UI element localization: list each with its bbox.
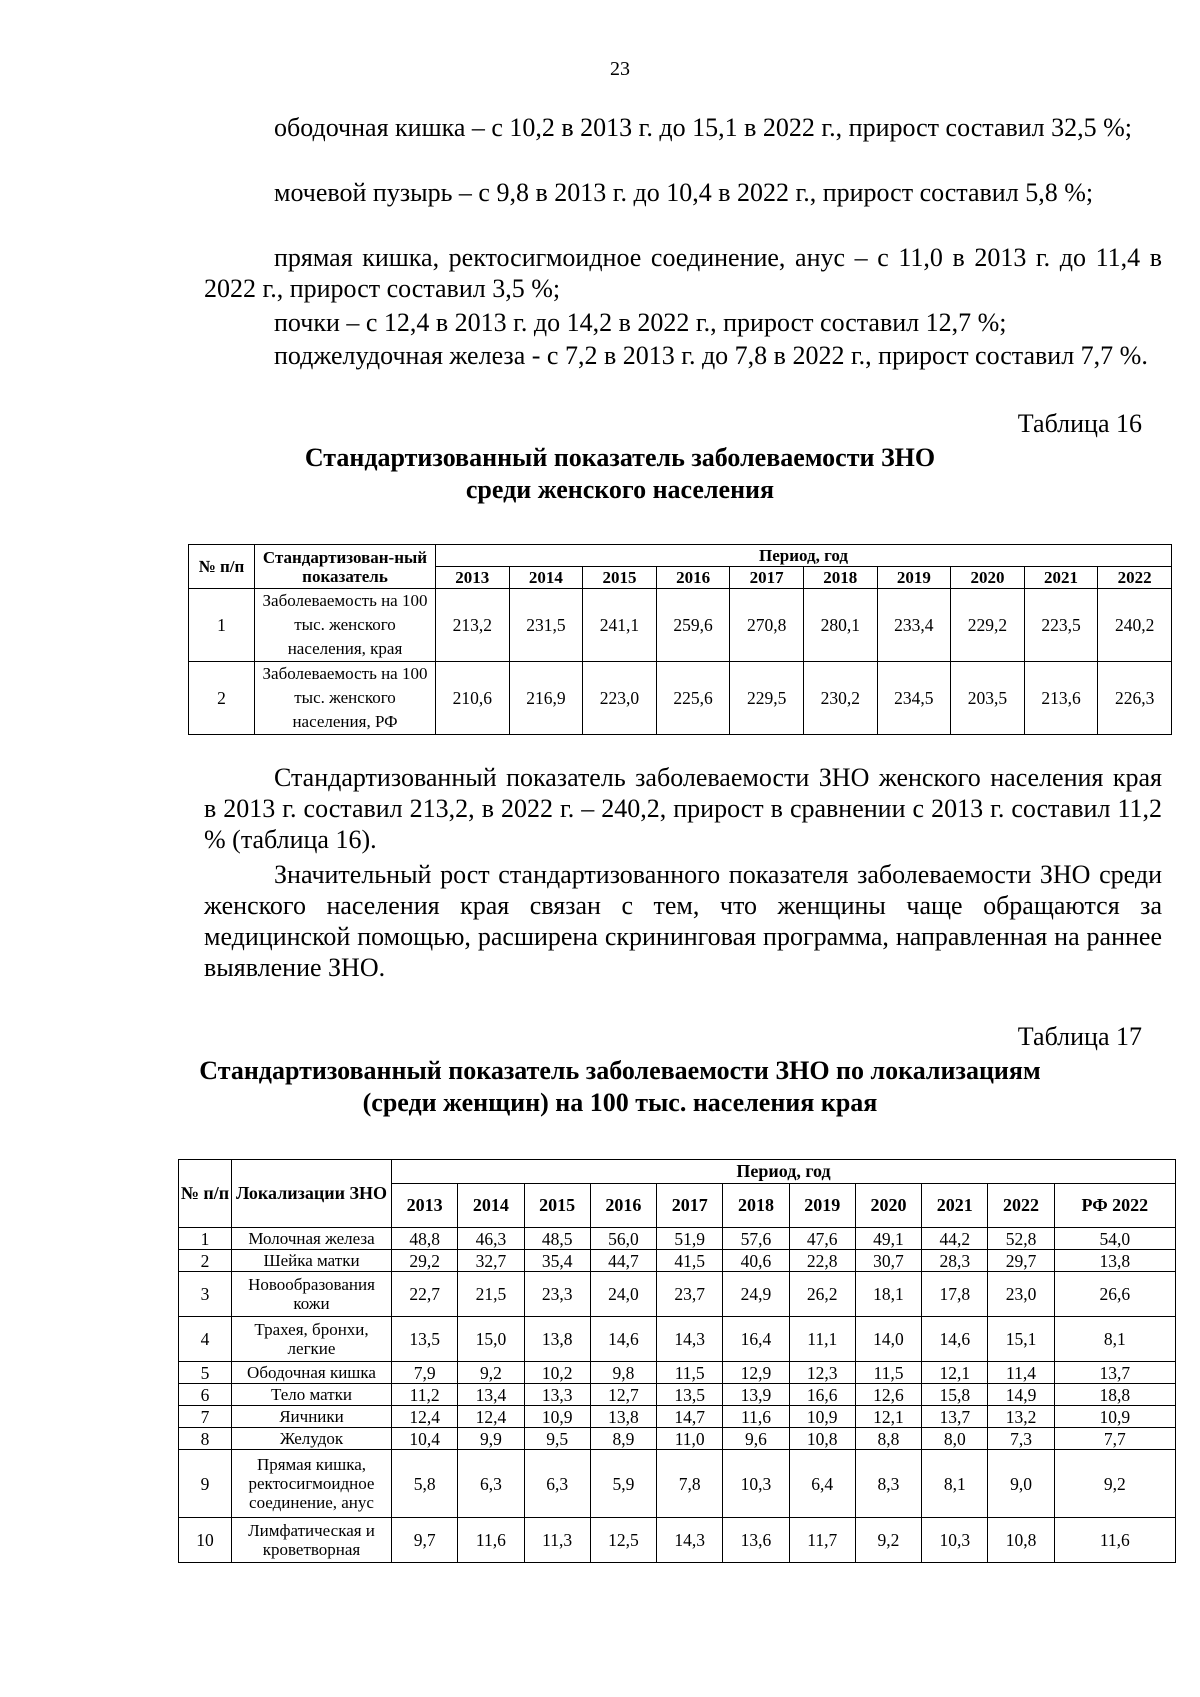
cell-value: 8,0 bbox=[922, 1428, 988, 1450]
cell-value: 11,6 bbox=[458, 1518, 524, 1563]
table16-year: 2014 bbox=[509, 567, 583, 589]
cell-value: 13,7 bbox=[1054, 1362, 1175, 1384]
cell-value: 46,3 bbox=[458, 1228, 524, 1250]
cell-value: 12,1 bbox=[922, 1362, 988, 1384]
table16-year: 2017 bbox=[730, 567, 804, 589]
cell-value: 18,1 bbox=[855, 1272, 921, 1317]
cell-value: 51,9 bbox=[657, 1228, 723, 1250]
table16-label: Таблица 16 bbox=[1017, 409, 1142, 438]
cell-value: 22,7 bbox=[392, 1272, 458, 1317]
table-row bbox=[179, 1384, 1176, 1406]
cell-value: 49,1 bbox=[855, 1228, 921, 1250]
row-number: 10 bbox=[179, 1518, 232, 1563]
cell-value: 270,8 bbox=[730, 589, 804, 662]
row-number: 3 bbox=[179, 1272, 232, 1317]
cell-value: 14,9 bbox=[988, 1384, 1054, 1406]
row-localization: Трахея, бронхи, легкие bbox=[232, 1317, 392, 1362]
cell-value: 14,7 bbox=[657, 1406, 723, 1428]
cell-value: 213,2 bbox=[436, 589, 510, 662]
cell-value: 52,8 bbox=[988, 1228, 1054, 1250]
cell-value: 21,5 bbox=[458, 1272, 524, 1317]
cell-value: 10,3 bbox=[723, 1450, 789, 1518]
cell-value: 24,0 bbox=[590, 1272, 656, 1317]
cell-value: 13,9 bbox=[723, 1384, 789, 1406]
table16 bbox=[188, 544, 1172, 735]
paragraph-explanation: Значительный рост стандартизованного показателя заболеваемости ЗНО среди женского населения края связан с тем, что женщины чаще обращаются за медицинской помощью, расширена скрининговая программа, направленная на раннее выявление ЗНО. bbox=[204, 860, 1162, 982]
cell-value: 7,3 bbox=[988, 1428, 1054, 1450]
cell-value: 8,1 bbox=[1054, 1317, 1175, 1362]
row-localization: Лимфатическая и кроветворная bbox=[232, 1518, 392, 1563]
cell-value: 30,7 bbox=[855, 1250, 921, 1272]
row-number: 1 bbox=[179, 1228, 232, 1250]
table17-year: 2019 bbox=[789, 1184, 855, 1228]
table-row bbox=[179, 1272, 1176, 1317]
row-number: 2 bbox=[189, 662, 255, 735]
cell-value: 28,3 bbox=[922, 1250, 988, 1272]
cell-value: 10,2 bbox=[524, 1362, 590, 1384]
cell-value: 203,5 bbox=[951, 662, 1025, 735]
cell-value: 26,2 bbox=[789, 1272, 855, 1317]
cell-value: 35,4 bbox=[524, 1250, 590, 1272]
cell-value: 9,2 bbox=[1054, 1450, 1175, 1518]
cell-value: 216,9 bbox=[509, 662, 583, 735]
cell-value: 11,1 bbox=[789, 1317, 855, 1362]
row-localization: Желудок bbox=[232, 1428, 392, 1450]
cell-value: 230,2 bbox=[803, 662, 877, 735]
intro-item-pancreas: поджелудочная железа - с 7,2 в 2013 г. до 7,8 в 2022 г., прирост составил 7,7 %. bbox=[274, 341, 1148, 370]
cell-value: 18,8 bbox=[1054, 1384, 1175, 1406]
cell-value: 11,0 bbox=[657, 1428, 723, 1450]
cell-value: 11,4 bbox=[988, 1362, 1054, 1384]
cell-value: 229,2 bbox=[951, 589, 1025, 662]
cell-value: 9,9 bbox=[458, 1428, 524, 1450]
cell-value: 12,5 bbox=[590, 1518, 656, 1563]
table17-title-line2: (среди женщин) на 100 тыс. населения края bbox=[362, 1088, 878, 1117]
cell-value: 12,6 bbox=[855, 1384, 921, 1406]
table16-year: 2021 bbox=[1024, 567, 1098, 589]
table16-header-indicator: Стандартизован-ный показатель bbox=[255, 545, 436, 589]
row-localization: Ободочная кишка bbox=[232, 1362, 392, 1384]
cell-value: 8,3 bbox=[855, 1450, 921, 1518]
cell-value: 12,4 bbox=[392, 1406, 458, 1428]
cell-value: 14,3 bbox=[657, 1317, 723, 1362]
cell-value: 13,8 bbox=[590, 1406, 656, 1428]
cell-value: 23,7 bbox=[657, 1272, 723, 1317]
cell-value: 17,8 bbox=[922, 1272, 988, 1317]
cell-value: 5,8 bbox=[392, 1450, 458, 1518]
intro-item-colon: ободочная кишка – с 10,2 в 2013 г. до 15,1 в 2022 г., прирост составил 32,5 %; bbox=[274, 113, 1133, 142]
cell-value: 48,5 bbox=[524, 1228, 590, 1250]
cell-value: 223,0 bbox=[583, 662, 657, 735]
table16-year: 2022 bbox=[1098, 567, 1172, 589]
cell-value: 44,7 bbox=[590, 1250, 656, 1272]
table17-year: 2017 bbox=[657, 1184, 723, 1228]
cell-value: 240,2 bbox=[1098, 589, 1172, 662]
table16-year: 2015 bbox=[583, 567, 657, 589]
table-row bbox=[189, 662, 1172, 735]
cell-value: 26,6 bbox=[1054, 1272, 1175, 1317]
table17-label: Таблица 17 bbox=[1017, 1022, 1142, 1051]
table-row bbox=[179, 1518, 1176, 1563]
cell-value: 13,4 bbox=[458, 1384, 524, 1406]
cell-value: 9,2 bbox=[458, 1362, 524, 1384]
table17-year: 2014 bbox=[458, 1184, 524, 1228]
table17-year: 2020 bbox=[855, 1184, 921, 1228]
table16-title-line1: Стандартизованный показатель заболеваемости ЗНО bbox=[304, 443, 936, 472]
cell-value: 22,8 bbox=[789, 1250, 855, 1272]
cell-value: 234,5 bbox=[877, 662, 951, 735]
cell-value: 10,4 bbox=[392, 1428, 458, 1450]
cell-value: 12,4 bbox=[458, 1406, 524, 1428]
paragraph-summary: Стандартизованный показатель заболеваемости ЗНО женского населения края в 2013 г. составил 213,2, в 2022 г. – 240,2, прирост в сравнении с 2013 г. составил 11,2 % (таблица 16). bbox=[204, 763, 1162, 854]
cell-value: 259,6 bbox=[656, 589, 730, 662]
intro-item-rectum: прямая кишка, ректосигмоидное соединение, анус – с 11,0 в 2013 г. до 11,4 в 2022 г., прирост составил 3,5 %; bbox=[204, 243, 1162, 303]
row-number: 9 bbox=[179, 1450, 232, 1518]
cell-value: 15,1 bbox=[988, 1317, 1054, 1362]
cell-value: 13,8 bbox=[524, 1317, 590, 1362]
cell-value: 12,3 bbox=[789, 1362, 855, 1384]
row-localization: Молочная железа bbox=[232, 1228, 392, 1250]
cell-value: 11,7 bbox=[789, 1518, 855, 1563]
row-localization: Прямая кишка, ректосигмоидное соединение, анус bbox=[232, 1450, 392, 1518]
table17-header-localization: Локализации ЗНО bbox=[232, 1160, 392, 1228]
cell-value: 12,9 bbox=[723, 1362, 789, 1384]
row-localization: Яичники bbox=[232, 1406, 392, 1428]
cell-value: 10,9 bbox=[789, 1406, 855, 1428]
cell-value: 13,6 bbox=[723, 1518, 789, 1563]
cell-value: 15,0 bbox=[458, 1317, 524, 1362]
row-indicator: Заболеваемость на 100 тыс. женского населения, РФ bbox=[255, 662, 436, 735]
cell-value: 11,3 bbox=[524, 1518, 590, 1563]
cell-value: 13,3 bbox=[524, 1384, 590, 1406]
row-localization: Шейка матки bbox=[232, 1250, 392, 1272]
cell-value: 13,8 bbox=[1054, 1250, 1175, 1272]
cell-value: 9,0 bbox=[988, 1450, 1054, 1518]
table-row bbox=[189, 589, 1172, 662]
cell-value: 24,9 bbox=[723, 1272, 789, 1317]
table17-year: 2013 bbox=[392, 1184, 458, 1228]
cell-value: 29,2 bbox=[392, 1250, 458, 1272]
cell-value: 32,7 bbox=[458, 1250, 524, 1272]
table-row bbox=[179, 1450, 1176, 1518]
cell-value: 226,3 bbox=[1098, 662, 1172, 735]
cell-value: 7,9 bbox=[392, 1362, 458, 1384]
table-row bbox=[179, 1406, 1176, 1428]
cell-value: 231,5 bbox=[509, 589, 583, 662]
cell-value: 23,0 bbox=[988, 1272, 1054, 1317]
table17-year: 2021 bbox=[922, 1184, 988, 1228]
cell-value: 12,7 bbox=[590, 1384, 656, 1406]
cell-value: 14,6 bbox=[922, 1317, 988, 1362]
table-row bbox=[179, 1250, 1176, 1272]
cell-value: 44,2 bbox=[922, 1228, 988, 1250]
cell-value: 8,1 bbox=[922, 1450, 988, 1518]
cell-value: 13,5 bbox=[392, 1317, 458, 1362]
table16-year: 2019 bbox=[877, 567, 951, 589]
row-number: 8 bbox=[179, 1428, 232, 1450]
cell-value: 233,4 bbox=[877, 589, 951, 662]
cell-value: 14,6 bbox=[590, 1317, 656, 1362]
cell-value: 56,0 bbox=[590, 1228, 656, 1250]
cell-value: 225,6 bbox=[656, 662, 730, 735]
table17-title-line1: Стандартизованный показатель заболеваемости ЗНО по локализациям bbox=[199, 1056, 1041, 1085]
row-localization: Тело матки bbox=[232, 1384, 392, 1406]
table17 bbox=[178, 1159, 1176, 1563]
cell-value: 223,5 bbox=[1024, 589, 1098, 662]
row-number: 4 bbox=[179, 1317, 232, 1362]
cell-value: 9,8 bbox=[590, 1362, 656, 1384]
cell-value: 16,4 bbox=[723, 1317, 789, 1362]
table17-year: 2016 bbox=[590, 1184, 656, 1228]
cell-value: 15,8 bbox=[922, 1384, 988, 1406]
cell-value: 6,3 bbox=[524, 1450, 590, 1518]
cell-value: 10,9 bbox=[1054, 1406, 1175, 1428]
table16-year: 2016 bbox=[656, 567, 730, 589]
cell-value: 10,8 bbox=[789, 1428, 855, 1450]
cell-value: 10,8 bbox=[988, 1518, 1054, 1563]
cell-value: 41,5 bbox=[657, 1250, 723, 1272]
cell-value: 10,3 bbox=[922, 1518, 988, 1563]
page-number: 23 bbox=[610, 58, 630, 80]
row-indicator: Заболеваемость на 100 тыс. женского населения, края bbox=[255, 589, 436, 662]
table-row bbox=[179, 1317, 1176, 1362]
table16-year: 2018 bbox=[803, 567, 877, 589]
cell-value: 48,8 bbox=[392, 1228, 458, 1250]
cell-value: 10,9 bbox=[524, 1406, 590, 1428]
cell-value: 8,9 bbox=[590, 1428, 656, 1450]
cell-value: 57,6 bbox=[723, 1228, 789, 1250]
cell-value: 47,6 bbox=[789, 1228, 855, 1250]
cell-value: 6,3 bbox=[458, 1450, 524, 1518]
table16-year: 2013 bbox=[436, 567, 510, 589]
table17-year: 2022 bbox=[988, 1184, 1054, 1228]
intro-item-bladder: мочевой пузырь – с 9,8 в 2013 г. до 10,4 в 2022 г., прирост составил 5,8 %; bbox=[274, 178, 1094, 207]
table17-rf-2022: РФ 2022 bbox=[1054, 1184, 1175, 1228]
table16-header-num: № п/п bbox=[189, 545, 255, 589]
cell-value: 9,7 bbox=[392, 1518, 458, 1563]
table16-year: 2020 bbox=[951, 567, 1025, 589]
row-number: 5 bbox=[179, 1362, 232, 1384]
row-number: 2 bbox=[179, 1250, 232, 1272]
cell-value: 40,6 bbox=[723, 1250, 789, 1272]
table17-body bbox=[179, 1228, 1176, 1563]
cell-value: 13,7 bbox=[922, 1406, 988, 1428]
row-localization: Новообразования кожи bbox=[232, 1272, 392, 1317]
table17-header-num: № п/п bbox=[179, 1160, 232, 1228]
cell-value: 11,5 bbox=[855, 1362, 921, 1384]
table17-year: 2018 bbox=[723, 1184, 789, 1228]
table16-header-period: Период, год bbox=[436, 545, 1172, 567]
table-row bbox=[179, 1228, 1176, 1250]
cell-value: 6,4 bbox=[789, 1450, 855, 1518]
cell-value: 23,3 bbox=[524, 1272, 590, 1317]
table17-header-period: Период, год bbox=[392, 1160, 1176, 1184]
table-row bbox=[179, 1428, 1176, 1450]
row-number: 1 bbox=[189, 589, 255, 662]
cell-value: 11,2 bbox=[392, 1384, 458, 1406]
cell-value: 12,1 bbox=[855, 1406, 921, 1428]
cell-value: 213,6 bbox=[1024, 662, 1098, 735]
cell-value: 11,6 bbox=[1054, 1518, 1175, 1563]
table16-title-line2: среди женского населения bbox=[465, 475, 775, 504]
cell-value: 13,2 bbox=[988, 1406, 1054, 1428]
cell-value: 241,1 bbox=[583, 589, 657, 662]
cell-value: 16,6 bbox=[789, 1384, 855, 1406]
row-number: 7 bbox=[179, 1406, 232, 1428]
cell-value: 9,6 bbox=[723, 1428, 789, 1450]
intro-item-kidneys: почки – с 12,4 в 2013 г. до 14,2 в 2022 г., прирост составил 12,7 %; bbox=[274, 308, 1007, 337]
cell-value: 9,5 bbox=[524, 1428, 590, 1450]
table17-year: 2015 bbox=[524, 1184, 590, 1228]
cell-value: 14,0 bbox=[855, 1317, 921, 1362]
row-number: 6 bbox=[179, 1384, 232, 1406]
cell-value: 210,6 bbox=[436, 662, 510, 735]
cell-value: 8,8 bbox=[855, 1428, 921, 1450]
cell-value: 11,6 bbox=[723, 1406, 789, 1428]
cell-value: 9,2 bbox=[855, 1518, 921, 1563]
cell-value: 11,5 bbox=[657, 1362, 723, 1384]
cell-value: 29,7 bbox=[988, 1250, 1054, 1272]
cell-value: 7,7 bbox=[1054, 1428, 1175, 1450]
table-row bbox=[179, 1362, 1176, 1384]
cell-value: 13,5 bbox=[657, 1384, 723, 1406]
cell-value: 7,8 bbox=[657, 1450, 723, 1518]
cell-value: 14,3 bbox=[657, 1518, 723, 1563]
cell-value: 5,9 bbox=[590, 1450, 656, 1518]
cell-value: 229,5 bbox=[730, 662, 804, 735]
cell-value: 54,0 bbox=[1054, 1228, 1175, 1250]
cell-value: 280,1 bbox=[803, 589, 877, 662]
